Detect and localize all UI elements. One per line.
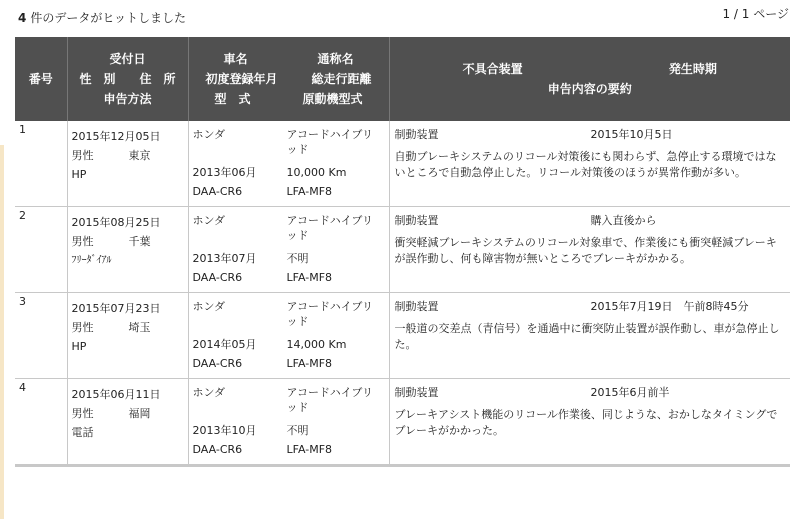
report-method: HP: [71, 168, 87, 181]
row-number-cell: [15, 121, 67, 207]
engine-model: LFA-MF8: [286, 271, 333, 284]
mileage: 14,000 Km: [286, 338, 347, 351]
header-method: 申告方法: [103, 92, 152, 106]
reception-date: 2015年08月25日: [71, 216, 161, 229]
row-number: 3: [19, 295, 26, 308]
defect-cell: [389, 121, 790, 207]
report-summary: 自動ブレーキシステムのリコール対策後にも関わらず、急停止する環境ではないところで自動急停止した。リコール対策後のほうが異常作動が多い。: [394, 150, 777, 179]
header-reception: [67, 37, 188, 121]
row-number: 4: [19, 381, 26, 394]
occurrence-time: 2015年6月前半: [590, 386, 670, 399]
hit-count-text: 件のデータがヒットしました: [30, 11, 187, 25]
vehicle-cell: [188, 379, 389, 466]
car-model: DAA-CR6: [192, 443, 243, 456]
mileage: 不明: [286, 424, 309, 437]
first-registration: 2013年07月: [192, 252, 257, 265]
header-first-reg: 初度登録年月: [205, 72, 278, 86]
engine-model: LFA-MF8: [286, 357, 333, 370]
page-indicator: 1 / 1 ページ: [722, 7, 789, 21]
header-mileage: 総走行距離: [311, 72, 372, 86]
reporter-prefecture: 埼玉: [128, 321, 151, 334]
defect-cell: [389, 293, 790, 379]
report-method: ﾌﾘｰﾀﾞｲｱﾙ: [71, 255, 112, 266]
mileage: 10,000 Km: [286, 166, 347, 179]
vehicle-cell: [188, 293, 389, 379]
reception-date: 2015年07月23日: [71, 302, 161, 315]
row-number: 2: [19, 209, 26, 222]
header-device: 不具合装置: [462, 62, 523, 76]
header-car-name: 車名: [223, 52, 248, 66]
vehicle-cell: [188, 121, 389, 207]
car-model: DAA-CR6: [192, 185, 243, 198]
car-model: DAA-CR6: [192, 271, 243, 284]
header-nickname: 通称名: [317, 52, 354, 66]
hit-count-label: [18, 9, 186, 26]
car-nickname: アコードハイブリッド: [286, 300, 373, 328]
reporter-sex: 男性: [71, 235, 94, 248]
defect-device: 制動装置: [394, 214, 439, 227]
car-maker: ホンダ: [192, 128, 226, 141]
table-header-row: [15, 37, 790, 121]
hit-count-number: 4: [18, 11, 27, 25]
report-summary: 衝突軽減ブレーキシステムのリコール対象車で、作業後にも衝突軽減ブレーキが誤作動し、何も障害物が無いところでブレーキがかかる。: [394, 236, 777, 265]
table-row: [15, 293, 790, 379]
occurrence-time: 2015年10月5日: [590, 128, 673, 141]
header-sex: 性 別: [79, 72, 116, 86]
occurrence-time: 購入直後から: [590, 214, 657, 227]
car-nickname: アコードハイブリッド: [286, 128, 373, 156]
header-number: 番号: [15, 37, 67, 121]
first-registration: 2013年10月: [192, 424, 257, 437]
header-summary: 申告内容の要約: [547, 82, 632, 96]
reporter-prefecture: 千葉: [128, 235, 151, 248]
header-engine: 原動機型式: [302, 92, 363, 106]
header-defect: [389, 37, 790, 121]
car-maker: ホンダ: [192, 214, 226, 227]
first-registration: 2013年06月: [192, 166, 257, 179]
car-nickname: アコードハイブリッド: [286, 214, 373, 242]
car-model: DAA-CR6: [192, 357, 243, 370]
reception-date: 2015年06月11日: [71, 388, 161, 401]
header-occurrence: 発生時期: [668, 62, 717, 76]
occurrence-time: 2015年7月19日 午前8時45分: [590, 300, 749, 313]
engine-model: LFA-MF8: [286, 185, 333, 198]
reporter-sex: 男性: [71, 407, 94, 420]
reporter-sex: 男性: [71, 149, 94, 162]
row-number-cell: [15, 379, 67, 466]
reception-cell: [67, 379, 188, 466]
header-model: 型 式: [214, 92, 251, 106]
reception-date: 2015年12月05日: [71, 130, 161, 143]
reception-cell: [67, 207, 188, 293]
reporter-prefecture: 東京: [128, 149, 151, 162]
car-maker: ホンダ: [192, 386, 226, 399]
report-method: HP: [71, 340, 87, 353]
header-address: 住 所: [139, 72, 176, 86]
reporter-sex: 男性: [71, 321, 94, 334]
defect-device: 制動装置: [394, 128, 439, 141]
reception-cell: [67, 121, 188, 207]
table-row: [15, 207, 790, 293]
reporter-prefecture: 福岡: [128, 407, 151, 420]
report-summary: ブレーキアシスト機能のリコール作業後、同じような、おかしなタイミングでブレーキがかかった。: [394, 408, 778, 437]
vehicle-cell: [188, 207, 389, 293]
header-vehicle: [188, 37, 389, 121]
defect-cell: [389, 379, 790, 466]
car-maker: ホンダ: [192, 300, 226, 313]
first-registration: 2014年05月: [192, 338, 257, 351]
table-row: [15, 121, 790, 207]
header-rcpt-date: 受付日: [109, 52, 146, 66]
report-summary: 一般道の交差点（青信号）を通過中に衝突防止装置が誤作動し、車が急停止した。: [394, 322, 780, 351]
mileage: 不明: [286, 252, 309, 265]
row-number-cell: [15, 207, 67, 293]
defect-cell: [389, 207, 790, 293]
defect-device: 制動装置: [394, 300, 439, 313]
car-nickname: アコードハイブリッド: [286, 386, 373, 414]
table-row: [15, 379, 790, 466]
results-table: [15, 37, 790, 467]
left-accent-bar: [0, 145, 4, 519]
defect-device: 制動装置: [394, 386, 439, 399]
engine-model: LFA-MF8: [286, 443, 333, 456]
row-number: 1: [19, 123, 26, 136]
row-number-cell: [15, 293, 67, 379]
report-method: 電話: [71, 426, 94, 439]
reception-cell: [67, 293, 188, 379]
